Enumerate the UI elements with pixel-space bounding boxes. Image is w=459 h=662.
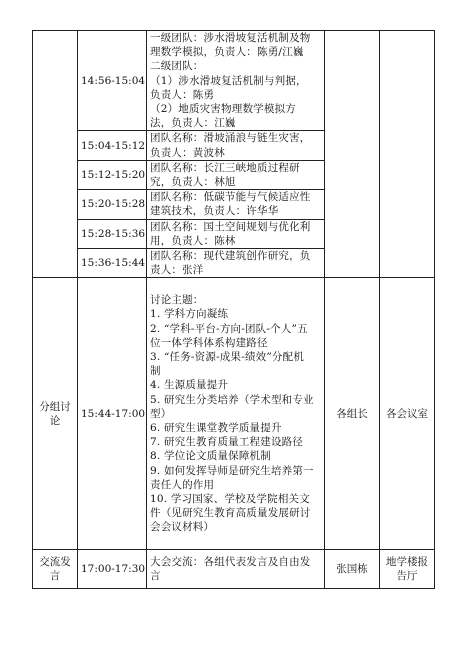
content-line: 8. 学位论文质量保障机制 [150, 450, 271, 463]
section-cell: 分组讨论 [33, 278, 78, 550]
content-line: 用，负责人：陈林 [150, 234, 236, 247]
time-cell: 14:56-15:04 [78, 31, 147, 131]
schedule-body [33, 31, 435, 589]
content-cell [147, 278, 325, 550]
content-line: 4. 生源质量提升 [150, 379, 229, 392]
time-cell: 15:04-15:12 [78, 131, 147, 160]
content-line: （1）涉水滑坡复活机制与判据， [150, 74, 307, 87]
content-line: 团队名称：长江三峡地质过程研 [150, 161, 300, 174]
content-cell [147, 31, 325, 131]
content-line: 讨论主题： [150, 294, 204, 307]
content-line: 会会议材料） [150, 521, 215, 534]
table-row [33, 31, 435, 131]
content-line: 负责人：陈勇 [150, 88, 215, 101]
content-line: 团队名称：现代建筑创作研究，负 [150, 250, 311, 263]
table-row [33, 550, 435, 589]
content-line: 责任人的作用 [150, 478, 215, 491]
content-line: 2. “学科-平台-方向-团队-个人”五 [150, 322, 308, 335]
time-cell: 15:28-15:36 [78, 219, 147, 248]
content-line: 型） [150, 407, 172, 420]
section-cell [33, 31, 78, 278]
content-line: 言 [150, 570, 161, 583]
content-line: 件（见研究生教育高质量发展研讨 [150, 507, 311, 520]
content-line: 位一体学科体系构建路径 [150, 336, 268, 349]
content-cell [147, 219, 325, 248]
content-line: 一级团队：涉水滑坡复活机制及物 [150, 32, 311, 44]
content-line: 责人：张洋 [150, 264, 204, 277]
content-line: 团队名称：国土空间规划与优化利 [150, 220, 311, 233]
time-cell: 15:12-15:20 [78, 160, 147, 189]
content-line: 二级团队： [150, 60, 204, 73]
content-line: 10. 学习国家、学校及学院相关文 [150, 493, 310, 506]
content-line: 团队名称：低碳节能与气候适应性 [150, 191, 311, 204]
content-line: 制 [150, 365, 161, 378]
time-cell: 17:00-17:30 [78, 550, 147, 589]
content-line: 建筑技术，负责人：许华华 [150, 205, 279, 218]
content-cell [147, 550, 325, 589]
section-cell: 交流发言 [33, 550, 78, 589]
content-line: 7. 研究生教育质量工程建设路径 [150, 436, 304, 449]
location-cell: 各会议室 [380, 278, 435, 550]
location-cell: 地学楼报告厅 [380, 550, 435, 589]
content-line: 负责人：黄波林 [150, 146, 225, 159]
location-cell [380, 31, 435, 278]
content-line: （2）地质灾害物理数学模拟方 [150, 103, 296, 116]
table-row [33, 278, 435, 550]
content-cell [147, 160, 325, 189]
time-cell: 15:44-17:00 [78, 278, 147, 550]
content-line: 9. 如何发挥导师是研究生培养第一 [150, 464, 314, 477]
content-cell [147, 249, 325, 278]
content-cell [147, 190, 325, 219]
person-cell [325, 31, 380, 278]
content-line: 3. “任务-资源-成果-绩效”分配机 [150, 351, 305, 364]
schedule-table [32, 30, 435, 589]
content-line: 5. 研究生分类培养（学术型和专业 [150, 393, 314, 406]
content-line: 理数学模拟，负责人：陈勇/江巍 [150, 46, 304, 59]
content-line: 究，负责人：林旭 [150, 176, 236, 189]
time-cell: 15:20-15:28 [78, 190, 147, 219]
content-cell [147, 131, 325, 160]
content-line: 6. 研究生课堂教学质量提升 [150, 422, 282, 435]
content-line: 1. 学科方向凝练 [150, 308, 229, 321]
time-cell: 15:36-15:44 [78, 249, 147, 278]
content-line: 团队名称：滑坡涌浪与链生灾害， [150, 132, 311, 145]
person-cell: 各组长 [325, 278, 380, 550]
content-line: 法，负责人：江巍 [150, 117, 236, 130]
content-line: 大会交流：各组代表发言及自由发 [150, 556, 311, 569]
person-cell: 张国栋 [325, 550, 380, 589]
